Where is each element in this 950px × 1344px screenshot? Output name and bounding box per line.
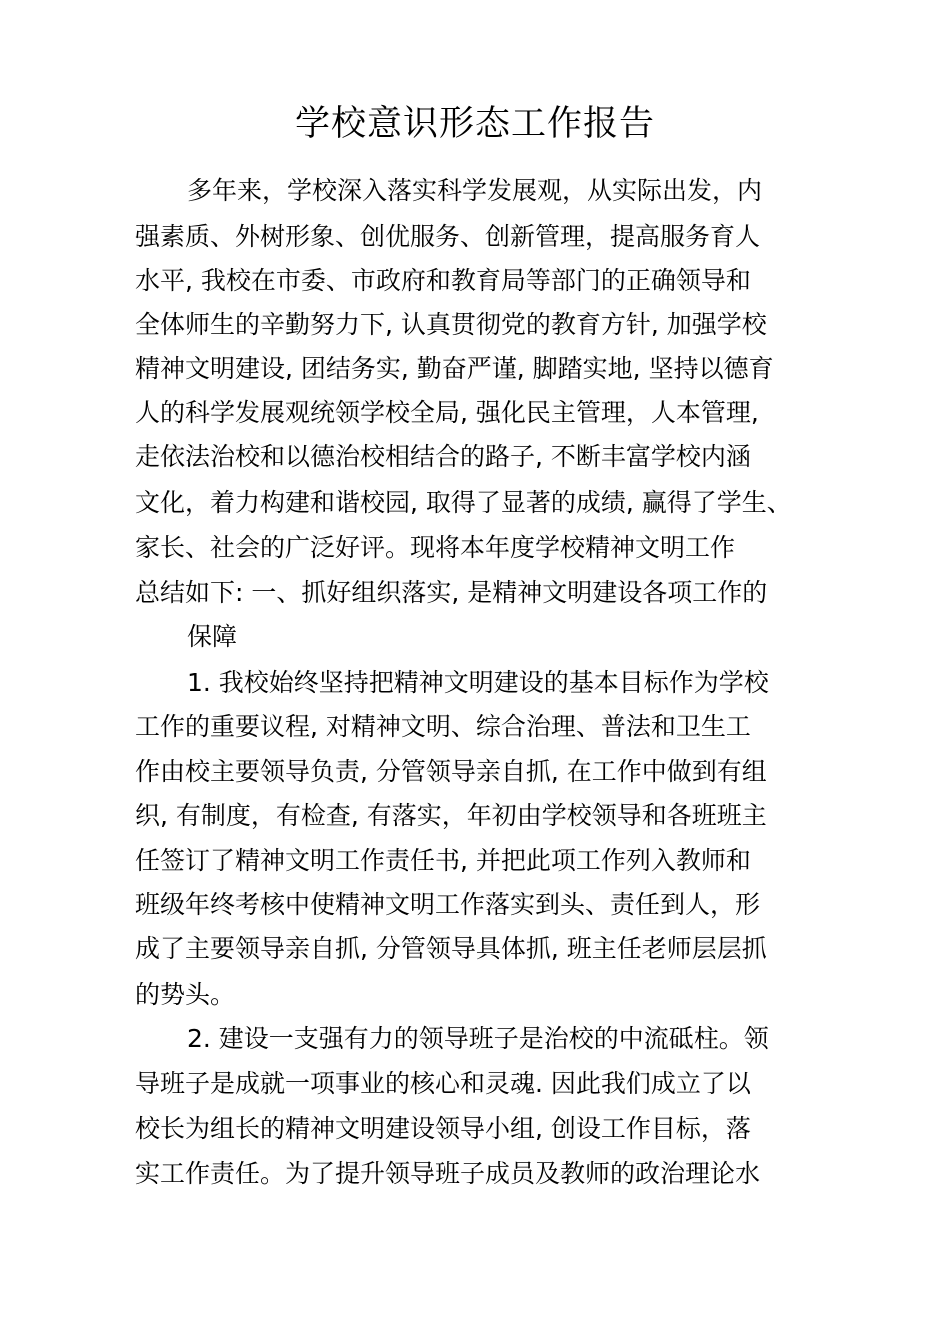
text-line-2: 强素质、外树形象、创优服务、创新管理，提高服务育人 [135, 222, 761, 251]
text-line-21: 导班子是成就一项事业的核心和灵魂. 因此我们成立了以 [135, 1069, 751, 1098]
text-line-18: 成了主要领导亲自抓, 分管领导具体抓, 班主任老师层层抓 [135, 934, 767, 963]
text-line-7: 走依法治校和以德治校相结合的路子, 不断丰富学校内涵 [135, 442, 751, 471]
text-line-19: 的势头。 [135, 980, 236, 1009]
text-line-13: 工作的重要议程, 对精神文明、综合治理、普法和卫生工 [135, 712, 751, 741]
text-line-20: 2. 建设一支强有力的领导班子是治校的中流砥柱。领 [187, 1024, 769, 1053]
text-line-4: 全体师生的辛勤努力下, 认真贯彻党的教育方针, 加强学校 [135, 310, 767, 339]
text-line-9: 家长、社会的广泛好评。现将本年度学校精神文明工作 [135, 533, 736, 562]
text-line-12: 1. 我校始终坚持把精神文明建设的基本目标作为学校 [187, 668, 769, 697]
text-line-11: 保障 [187, 622, 238, 651]
text-line-8: 文化，着力构建和谐校园, 取得了显著的成绩, 赢得了学生、 [135, 488, 792, 517]
text-line-14: 作由校主要领导负责, 分管领导亲自抓, 在工作中做到有组 [135, 757, 767, 786]
text-line-6: 人的科学发展观统领学校全局, 强化民主管理，人本管理, [135, 398, 759, 427]
text-line-16: 任签订了精神文明工作责任书, 并把此项工作列入教师和 [135, 846, 751, 875]
document-title: 学校意识形态工作报告 [294, 104, 655, 144]
text-line-5: 精神文明建设, 团结务实, 勤奋严谨, 脚踏实地, 坚持以德育 [135, 354, 774, 383]
text-line-10: 总结如下: 一、抓好组织落实, 是精神文明建设各项工作的 [135, 578, 768, 607]
text-line-3: 水平, 我校在市委、市政府和教育局等部门的正确领导和 [135, 266, 751, 295]
text-line-15: 织, 有制度，有检查, 有落实，年初由学校领导和各班班主 [135, 801, 767, 830]
text-line-17: 班级年终考核中使精神文明工作落实到头、责任到人，形 [135, 890, 761, 919]
text-line-22: 校长为组长的精神文明建设领导小组, 创设工作目标，落 [135, 1114, 751, 1143]
text-line-1: 多年来，学校深入落实科学发展观，从实际出发，内 [187, 176, 763, 205]
text-line-23: 实工作责任。为了提升领导班子成员及教师的政治理论水 [135, 1159, 761, 1188]
